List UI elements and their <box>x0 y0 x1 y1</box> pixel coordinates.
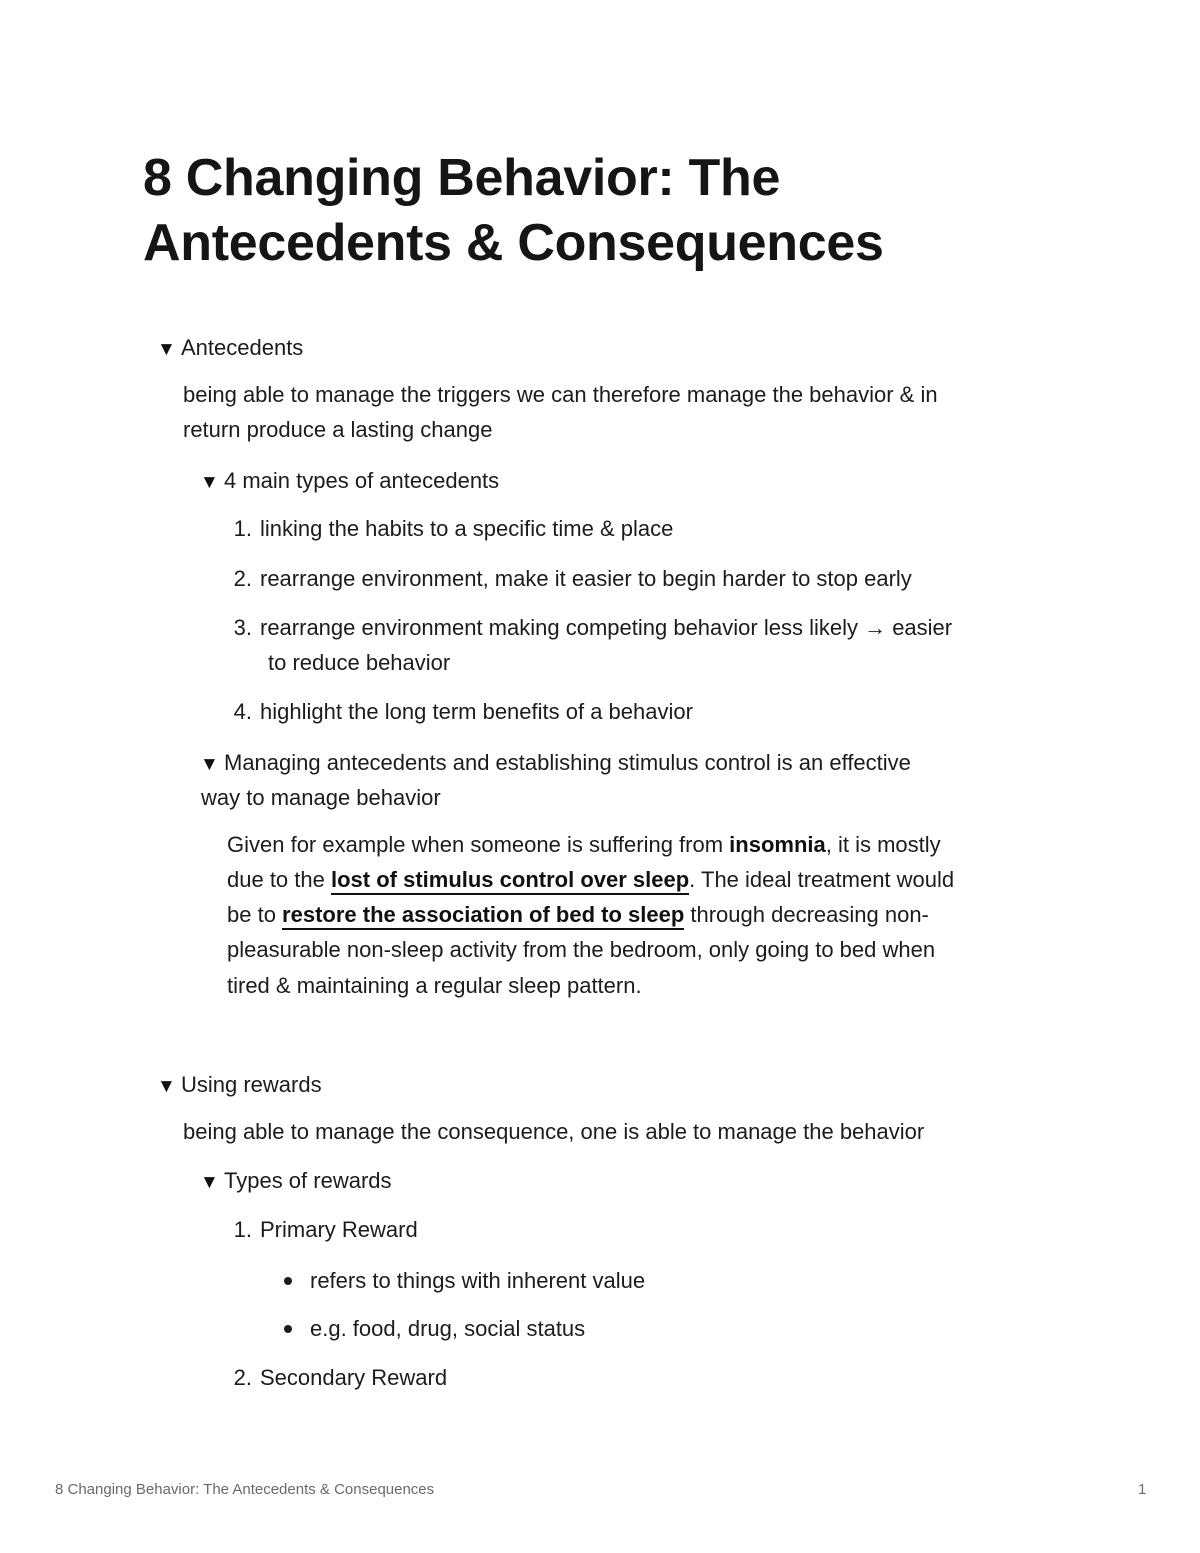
example-text: due to the <box>227 867 331 892</box>
underlined-term-stimulus-control: lost of stimulus control over sleep <box>331 867 689 895</box>
bullet-dot-icon <box>284 1277 292 1285</box>
toggle-managing-antecedents-label: Managing antecedents and establishing stimulus control is an effective <box>224 750 911 775</box>
list-item-text: rearrange environment making competing behavior less likely → easier <box>260 615 953 640</box>
toggle-using-rewards-label: Using rewards <box>181 1072 322 1097</box>
rewards-description: being able to manage the consequence, one is able to manage the behavior <box>183 1119 925 1144</box>
toggle-antecedent-types[interactable] <box>200 463 499 500</box>
example-text: . The ideal treatment would <box>689 867 955 892</box>
list-number: 2. <box>233 566 252 591</box>
triangle-down-icon[interactable]: ▼ <box>157 1076 176 1097</box>
list-number: 1. <box>233 1217 252 1242</box>
toggle-managing-antecedents[interactable] <box>200 745 911 782</box>
example-line1 <box>227 827 941 862</box>
example-line3 <box>227 897 929 932</box>
footer-page-number: 1 <box>1138 1481 1147 1498</box>
toggle-antecedents[interactable] <box>157 330 303 367</box>
example-text: Given for example when someone is suffering from <box>227 832 730 857</box>
example-line5: tired & maintaining a regular sleep pattern. <box>227 973 642 998</box>
page-title-line1: 8 Changing Behavior: The <box>143 149 781 207</box>
triangle-down-icon[interactable]: ▼ <box>200 472 219 493</box>
bold-term-insomnia: insomnia <box>729 832 826 857</box>
example-text: , it is mostly <box>825 832 941 857</box>
list-item <box>228 561 912 596</box>
list-number: 3. <box>233 615 252 640</box>
toggle-managing-antecedents-label-cont: way to manage behavior <box>201 785 441 810</box>
list-item-text: Primary Reward <box>260 1217 418 1242</box>
toggle-using-rewards[interactable] <box>157 1067 322 1104</box>
list-number: 4. <box>233 699 252 724</box>
bullet-dot-icon <box>284 1325 292 1333</box>
list-item-continuation: to reduce behavior <box>268 650 451 675</box>
list-item-text: linking the habits to a specific time & place <box>260 516 674 541</box>
list-item-text: rearrange environment, make it easier to begin harder to stop early <box>260 566 912 591</box>
triangle-down-icon[interactable]: ▼ <box>200 754 219 775</box>
toggle-reward-types-label: Types of rewards <box>224 1168 392 1193</box>
antecedents-description-line2: return produce a lasting change <box>183 417 493 442</box>
list-item <box>228 1212 418 1247</box>
bullet-item: refers to things with inherent value <box>310 1268 646 1293</box>
triangle-down-icon[interactable]: ▼ <box>200 1172 219 1193</box>
toggle-antecedent-types-label: 4 main types of antecedents <box>224 468 500 493</box>
triangle-down-icon[interactable]: ▼ <box>157 339 176 360</box>
example-line4: pleasurable non-sleep activity from the bedroom, only going to bed when <box>227 937 936 962</box>
example-text: through decreasing non- <box>684 902 929 927</box>
list-item <box>228 610 952 645</box>
example-text: be to <box>227 902 283 927</box>
page-title <box>143 146 1103 276</box>
footer-title: 8 Changing Behavior: The Antecedents & Consequences <box>55 1481 435 1498</box>
toggle-reward-types[interactable] <box>200 1163 392 1200</box>
list-item <box>228 511 673 546</box>
example-line2 <box>227 862 954 897</box>
list-number: 2. <box>233 1365 252 1390</box>
list-item <box>228 694 693 729</box>
underlined-term-restore-association: restore the association of bed to sleep <box>282 902 684 930</box>
list-item-text: Secondary Reward <box>260 1365 448 1390</box>
bullet-item: e.g. food, drug, social status <box>310 1316 586 1341</box>
antecedents-description-line1: being able to manage the triggers we can therefore manage the behavior & in <box>183 382 938 407</box>
toggle-antecedents-label: Antecedents <box>181 335 304 360</box>
list-number: 1. <box>233 516 252 541</box>
list-item <box>228 1360 447 1395</box>
list-item-text: highlight the long term benefits of a behavior <box>260 699 693 724</box>
page-title-line2: Antecedents & Consequences <box>143 214 884 272</box>
